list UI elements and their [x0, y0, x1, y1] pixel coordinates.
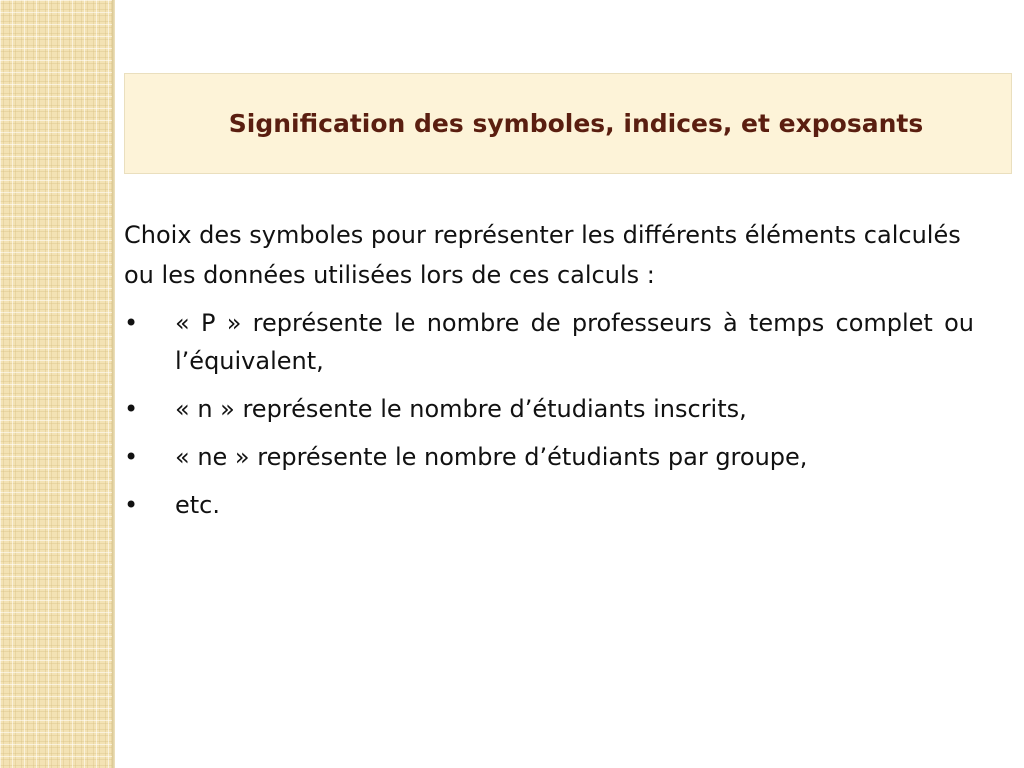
decorative-side-pattern [0, 0, 112, 768]
bullet-text: « P » représente le nombre de professeurs à temps complet ou l’équivalent, [175, 309, 974, 375]
bullet-item-professeurs [124, 304, 974, 380]
bullet-icon: • [124, 443, 139, 471]
slide-title-box [124, 73, 1012, 174]
bullet-list [124, 304, 974, 524]
bullet-icon: • [124, 309, 139, 337]
bullet-text: « ne » représente le nombre d’étudiants par groupe, [175, 443, 808, 471]
bullet-item-etudiants-par-groupe [124, 438, 974, 476]
slide-body [124, 215, 974, 534]
bullet-icon: • [124, 395, 139, 423]
slide-title: Signification des symboles, indices, et exposants [228, 109, 924, 138]
side-pattern-edge [112, 0, 115, 768]
bullet-text: etc. [175, 491, 220, 519]
bullet-icon: • [124, 491, 139, 519]
bullet-item-etc [124, 486, 974, 524]
bullet-text: « n » représente le nombre d’étudiants inscrits, [175, 395, 747, 423]
bullet-item-etudiants-inscrits [124, 390, 974, 428]
intro-paragraph: Choix des symboles pour représenter les différents éléments calculés ou les données utilisées lors de ces calculs : [124, 221, 961, 289]
